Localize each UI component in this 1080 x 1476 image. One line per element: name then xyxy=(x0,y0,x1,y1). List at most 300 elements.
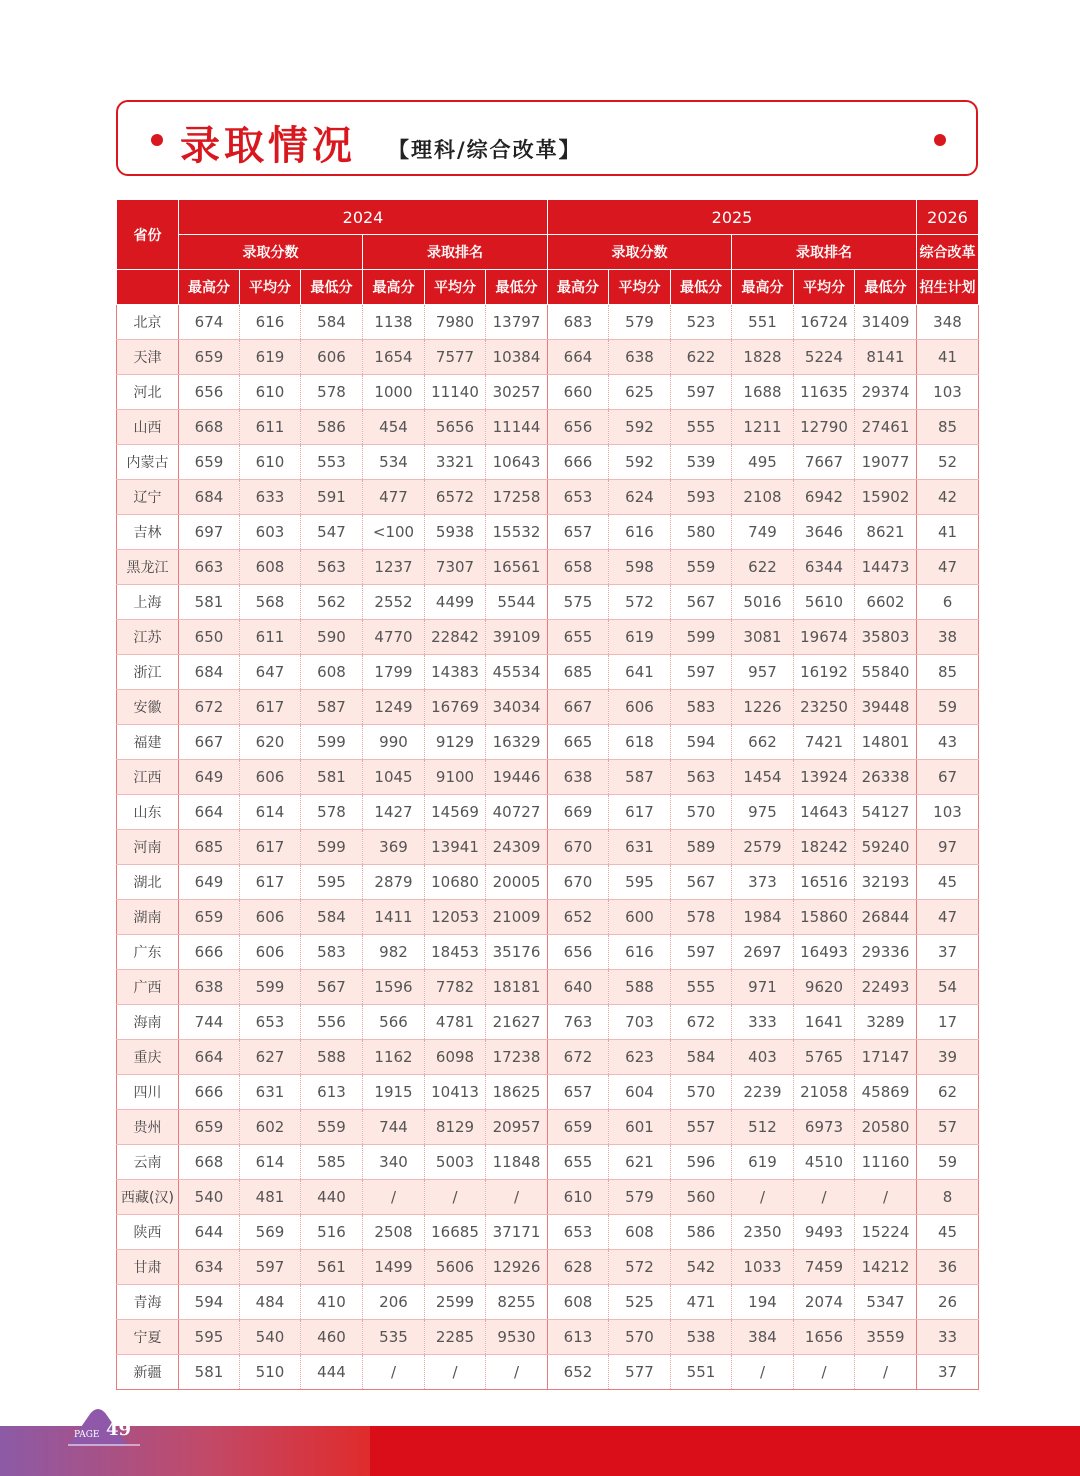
value-cell: 1454 xyxy=(732,760,794,795)
value-cell: 1596 xyxy=(363,970,425,1005)
value-cell: 495 xyxy=(732,445,794,480)
admission-table xyxy=(116,199,979,1390)
value-cell: 579 xyxy=(609,1180,671,1215)
value-cell: 23250 xyxy=(794,690,855,725)
value-cell: 26338 xyxy=(855,760,917,795)
page-label: PAGE xyxy=(74,1430,100,1440)
value-cell: 13941 xyxy=(425,830,486,865)
value-cell: 664 xyxy=(179,1040,240,1075)
value-cell: 578 xyxy=(301,375,363,410)
value-cell: 19077 xyxy=(855,445,917,480)
value-cell: 672 xyxy=(671,1005,732,1040)
value-cell: 481 xyxy=(240,1180,301,1215)
section-subtitle: 【理科/综合改革】 xyxy=(388,138,582,162)
value-cell: 604 xyxy=(609,1075,671,1110)
value-cell: 7459 xyxy=(794,1250,855,1285)
province-cell: 山西 xyxy=(117,410,179,445)
value-cell: 553 xyxy=(301,445,363,480)
value-cell: 652 xyxy=(548,900,609,935)
value-cell: 14212 xyxy=(855,1250,917,1285)
value-cell: 1411 xyxy=(363,900,425,935)
value-cell: 16493 xyxy=(794,935,855,970)
value-cell: 27461 xyxy=(855,410,917,445)
value-cell: 59 xyxy=(917,690,979,725)
value-cell: 749 xyxy=(732,515,794,550)
column-subheader: 平均分 xyxy=(425,270,486,305)
table-row xyxy=(117,375,979,410)
province-cell: 黑龙江 xyxy=(117,550,179,585)
subheader-row xyxy=(117,270,979,305)
value-cell: 8255 xyxy=(486,1285,548,1320)
value-cell: 659 xyxy=(548,1110,609,1145)
province-cell: 吉林 xyxy=(117,515,179,550)
province-cell: 宁夏 xyxy=(117,1320,179,1355)
value-cell: 454 xyxy=(363,410,425,445)
province-cell: 北京 xyxy=(117,305,179,340)
table-row xyxy=(117,865,979,900)
table-row xyxy=(117,935,979,970)
value-cell: / xyxy=(855,1355,917,1390)
value-cell: 12053 xyxy=(425,900,486,935)
value-cell: 587 xyxy=(301,690,363,725)
value-cell: 40727 xyxy=(486,795,548,830)
value-cell: 744 xyxy=(363,1110,425,1145)
value-cell: 11848 xyxy=(486,1145,548,1180)
value-cell: 26844 xyxy=(855,900,917,935)
value-cell: 703 xyxy=(609,1005,671,1040)
value-cell: 594 xyxy=(179,1285,240,1320)
value-cell: 24309 xyxy=(486,830,548,865)
province-cell: 西藏(汉) xyxy=(117,1180,179,1215)
province-cell: 河南 xyxy=(117,830,179,865)
column-subheader: 最低分 xyxy=(671,270,732,305)
value-cell: 667 xyxy=(548,690,609,725)
column-subheader: 平均分 xyxy=(609,270,671,305)
value-cell: 649 xyxy=(179,865,240,900)
value-cell: 619 xyxy=(732,1145,794,1180)
value-cell: / xyxy=(732,1355,794,1390)
value-cell: 535 xyxy=(363,1320,425,1355)
table-row xyxy=(117,1215,979,1250)
value-cell: 16685 xyxy=(425,1215,486,1250)
value-cell: 11140 xyxy=(425,375,486,410)
value-cell: 562 xyxy=(301,585,363,620)
value-cell: 5606 xyxy=(425,1250,486,1285)
province-cell: 陕西 xyxy=(117,1215,179,1250)
value-cell: 581 xyxy=(179,585,240,620)
value-cell: 1162 xyxy=(363,1040,425,1075)
value-cell: 665 xyxy=(548,725,609,760)
value-cell: 18242 xyxy=(794,830,855,865)
value-cell: 631 xyxy=(609,830,671,865)
value-cell: 7577 xyxy=(425,340,486,375)
year-header-2024: 2024 xyxy=(179,200,548,235)
value-cell: 597 xyxy=(240,1250,301,1285)
value-cell: 5347 xyxy=(855,1285,917,1320)
value-cell: 57 xyxy=(917,1110,979,1145)
table-row xyxy=(117,1145,979,1180)
value-cell: 660 xyxy=(548,375,609,410)
value-cell: 656 xyxy=(179,375,240,410)
value-cell: 592 xyxy=(609,410,671,445)
value-cell: 8621 xyxy=(855,515,917,550)
section-title: 录取情况 xyxy=(180,122,356,169)
value-cell: 5224 xyxy=(794,340,855,375)
value-cell: 14643 xyxy=(794,795,855,830)
value-cell: 6572 xyxy=(425,480,486,515)
table-row xyxy=(117,515,979,550)
value-cell: 614 xyxy=(240,795,301,830)
value-cell: 2108 xyxy=(732,480,794,515)
table-body xyxy=(117,305,979,1390)
value-cell: 551 xyxy=(671,1355,732,1390)
value-cell: 2285 xyxy=(425,1320,486,1355)
value-cell: 2552 xyxy=(363,585,425,620)
value-cell: 47 xyxy=(917,550,979,585)
value-cell: 581 xyxy=(301,760,363,795)
province-cell: 江苏 xyxy=(117,620,179,655)
value-cell: 563 xyxy=(301,550,363,585)
value-cell: 2239 xyxy=(732,1075,794,1110)
value-cell: 584 xyxy=(301,900,363,935)
value-cell: 7307 xyxy=(425,550,486,585)
value-cell: 570 xyxy=(671,1075,732,1110)
province-cell: 山东 xyxy=(117,795,179,830)
province-cell: 湖南 xyxy=(117,900,179,935)
value-cell: 683 xyxy=(548,305,609,340)
year-header-2026: 2026 xyxy=(917,200,979,235)
value-cell: 11635 xyxy=(794,375,855,410)
value-cell: 67 xyxy=(917,760,979,795)
value-cell: 602 xyxy=(240,1110,301,1145)
value-cell: 559 xyxy=(671,550,732,585)
value-cell: 42 xyxy=(917,480,979,515)
province-cell: 贵州 xyxy=(117,1110,179,1145)
value-cell: 568 xyxy=(240,585,301,620)
column-subheader: 最高分 xyxy=(732,270,794,305)
table-row xyxy=(117,480,979,515)
column-subheader: 最低分 xyxy=(486,270,548,305)
value-cell: 21058 xyxy=(794,1075,855,1110)
column-subheader: 最高分 xyxy=(363,270,425,305)
value-cell: 663 xyxy=(179,550,240,585)
value-cell: 9620 xyxy=(794,970,855,1005)
value-cell: 3081 xyxy=(732,620,794,655)
value-cell: 13797 xyxy=(486,305,548,340)
value-cell: 17258 xyxy=(486,480,548,515)
value-cell: 608 xyxy=(548,1285,609,1320)
value-cell: 588 xyxy=(609,970,671,1005)
value-cell: 2508 xyxy=(363,1215,425,1250)
value-cell: 598 xyxy=(609,550,671,585)
value-cell: 5656 xyxy=(425,410,486,445)
value-cell: 9530 xyxy=(486,1320,548,1355)
value-cell: 659 xyxy=(179,340,240,375)
value-cell: 617 xyxy=(240,865,301,900)
value-cell: 578 xyxy=(301,795,363,830)
value-cell: 606 xyxy=(301,340,363,375)
value-cell: 16329 xyxy=(486,725,548,760)
value-cell: 12790 xyxy=(794,410,855,445)
value-cell: 592 xyxy=(609,445,671,480)
value-cell: 32193 xyxy=(855,865,917,900)
value-cell: 384 xyxy=(732,1320,794,1355)
province-cell: 安徽 xyxy=(117,690,179,725)
value-cell: 647 xyxy=(240,655,301,690)
province-cell: 天津 xyxy=(117,340,179,375)
value-cell: 611 xyxy=(240,620,301,655)
province-cell: 湖北 xyxy=(117,865,179,900)
value-cell: 18181 xyxy=(486,970,548,1005)
value-cell: 584 xyxy=(671,1040,732,1075)
value-cell: 596 xyxy=(671,1145,732,1180)
value-cell: 617 xyxy=(609,795,671,830)
table-row xyxy=(117,655,979,690)
value-cell: 633 xyxy=(240,480,301,515)
value-cell: 5003 xyxy=(425,1145,486,1180)
subheader-blank xyxy=(117,270,179,305)
value-cell: 667 xyxy=(179,725,240,760)
table-row xyxy=(117,970,979,1005)
value-cell: 35803 xyxy=(855,620,917,655)
value-cell: 583 xyxy=(671,690,732,725)
value-cell: 631 xyxy=(240,1075,301,1110)
value-cell: 8129 xyxy=(425,1110,486,1145)
value-cell: 30257 xyxy=(486,375,548,410)
value-cell: 668 xyxy=(179,1145,240,1180)
value-cell: 1828 xyxy=(732,340,794,375)
value-cell: 567 xyxy=(671,585,732,620)
value-cell: 581 xyxy=(179,1355,240,1390)
value-cell: 16724 xyxy=(794,305,855,340)
value-cell: 614 xyxy=(240,1145,301,1180)
year-header-2025: 2025 xyxy=(548,200,917,235)
value-cell: 510 xyxy=(240,1355,301,1390)
value-cell: 585 xyxy=(301,1145,363,1180)
value-cell: 656 xyxy=(548,410,609,445)
value-cell: 538 xyxy=(671,1320,732,1355)
value-cell: 597 xyxy=(671,935,732,970)
value-cell: 21627 xyxy=(486,1005,548,1040)
value-cell: 619 xyxy=(609,620,671,655)
value-cell: 583 xyxy=(301,935,363,970)
value-cell: 8141 xyxy=(855,340,917,375)
value-cell: / xyxy=(363,1180,425,1215)
value-cell: 26 xyxy=(917,1285,979,1320)
value-cell: 590 xyxy=(301,620,363,655)
value-cell: 206 xyxy=(363,1285,425,1320)
value-cell: 641 xyxy=(609,655,671,690)
value-cell: 45 xyxy=(917,865,979,900)
value-cell: 5938 xyxy=(425,515,486,550)
value-cell: 17147 xyxy=(855,1040,917,1075)
column-subheader: 最高分 xyxy=(179,270,240,305)
value-cell: 16192 xyxy=(794,655,855,690)
value-cell: 540 xyxy=(240,1320,301,1355)
value-cell: 54127 xyxy=(855,795,917,830)
value-cell: 684 xyxy=(179,480,240,515)
value-cell: 606 xyxy=(240,935,301,970)
value-cell: 10643 xyxy=(486,445,548,480)
group-header-rank-2025: 录取排名 xyxy=(732,235,917,270)
value-cell: 41 xyxy=(917,515,979,550)
value-cell: 35176 xyxy=(486,935,548,970)
value-cell: 616 xyxy=(609,515,671,550)
value-cell: 2579 xyxy=(732,830,794,865)
value-cell: 38 xyxy=(917,620,979,655)
table-row xyxy=(117,305,979,340)
value-cell: 4770 xyxy=(363,620,425,655)
table-row xyxy=(117,1250,979,1285)
value-cell: 982 xyxy=(363,935,425,970)
value-cell: 12926 xyxy=(486,1250,548,1285)
value-cell: 591 xyxy=(301,480,363,515)
value-cell: 18625 xyxy=(486,1075,548,1110)
value-cell: 1000 xyxy=(363,375,425,410)
value-cell: 14801 xyxy=(855,725,917,760)
value-cell: 43 xyxy=(917,725,979,760)
value-cell: 644 xyxy=(179,1215,240,1250)
value-cell: 557 xyxy=(671,1110,732,1145)
value-cell: 617 xyxy=(240,830,301,865)
value-cell: 664 xyxy=(179,795,240,830)
value-cell: 471 xyxy=(671,1285,732,1320)
province-cell: 四川 xyxy=(117,1075,179,1110)
value-cell: 659 xyxy=(179,445,240,480)
value-cell: 13924 xyxy=(794,760,855,795)
province-cell: 内蒙古 xyxy=(117,445,179,480)
value-cell: 1799 xyxy=(363,655,425,690)
table-row xyxy=(117,795,979,830)
value-cell: 21009 xyxy=(486,900,548,935)
value-cell: 975 xyxy=(732,795,794,830)
value-cell: 10413 xyxy=(425,1075,486,1110)
value-cell: 567 xyxy=(671,865,732,900)
value-cell: 597 xyxy=(671,375,732,410)
value-cell: 608 xyxy=(301,655,363,690)
value-cell: 340 xyxy=(363,1145,425,1180)
value-cell: 608 xyxy=(609,1215,671,1250)
value-cell: 45869 xyxy=(855,1075,917,1110)
value-cell: 31409 xyxy=(855,305,917,340)
value-cell: 599 xyxy=(671,620,732,655)
value-cell: 593 xyxy=(671,480,732,515)
value-cell: 572 xyxy=(609,1250,671,1285)
column-subheader: 最低分 xyxy=(301,270,363,305)
value-cell: 610 xyxy=(548,1180,609,1215)
value-cell: 539 xyxy=(671,445,732,480)
value-cell: 1226 xyxy=(732,690,794,725)
value-cell: 606 xyxy=(240,760,301,795)
value-cell: 662 xyxy=(732,725,794,760)
value-cell: 2599 xyxy=(425,1285,486,1320)
value-cell: 619 xyxy=(240,340,301,375)
value-cell: 586 xyxy=(301,410,363,445)
table-row xyxy=(117,340,979,375)
value-cell: 11160 xyxy=(855,1145,917,1180)
value-cell: 2074 xyxy=(794,1285,855,1320)
value-cell: 14383 xyxy=(425,655,486,690)
value-cell: 36 xyxy=(917,1250,979,1285)
value-cell: 570 xyxy=(671,795,732,830)
group-header-score-2025: 录取分数 xyxy=(548,235,732,270)
value-cell: 6973 xyxy=(794,1110,855,1145)
value-cell: 674 xyxy=(179,305,240,340)
province-cell: 河北 xyxy=(117,375,179,410)
value-cell: 622 xyxy=(732,550,794,585)
value-cell: 584 xyxy=(301,305,363,340)
value-cell: 668 xyxy=(179,410,240,445)
value-cell: 194 xyxy=(732,1285,794,1320)
value-cell: 85 xyxy=(917,655,979,690)
value-cell: 652 xyxy=(548,1355,609,1390)
value-cell: 566 xyxy=(363,1005,425,1040)
value-cell: / xyxy=(425,1180,486,1215)
group-header-score-2024: 录取分数 xyxy=(179,235,363,270)
value-cell: 516 xyxy=(301,1215,363,1250)
column-subheader: 最低分 xyxy=(855,270,917,305)
value-cell: 2350 xyxy=(732,1215,794,1250)
value-cell: 595 xyxy=(609,865,671,900)
value-cell: 616 xyxy=(240,305,301,340)
value-cell: 59 xyxy=(917,1145,979,1180)
value-cell: 666 xyxy=(179,935,240,970)
value-cell: 620 xyxy=(240,725,301,760)
value-cell: 655 xyxy=(548,1145,609,1180)
value-cell: 638 xyxy=(179,970,240,1005)
table-row xyxy=(117,760,979,795)
value-cell: 103 xyxy=(917,375,979,410)
value-cell: 990 xyxy=(363,725,425,760)
value-cell: 1984 xyxy=(732,900,794,935)
value-cell: 15224 xyxy=(855,1215,917,1250)
value-cell: 560 xyxy=(671,1180,732,1215)
value-cell: 14473 xyxy=(855,550,917,585)
value-cell: 664 xyxy=(548,340,609,375)
value-cell: / xyxy=(794,1180,855,1215)
value-cell: 1688 xyxy=(732,375,794,410)
province-cell: 辽宁 xyxy=(117,480,179,515)
value-cell: 650 xyxy=(179,620,240,655)
value-cell: 606 xyxy=(609,690,671,725)
value-cell: 34034 xyxy=(486,690,548,725)
value-cell: 5610 xyxy=(794,585,855,620)
value-cell: 657 xyxy=(548,515,609,550)
value-cell: 666 xyxy=(548,445,609,480)
value-cell: 15532 xyxy=(486,515,548,550)
value-cell: 54 xyxy=(917,970,979,1005)
value-cell: 599 xyxy=(301,725,363,760)
value-cell: 684 xyxy=(179,655,240,690)
table-row xyxy=(117,1040,979,1075)
value-cell: 59240 xyxy=(855,830,917,865)
value-cell: 6602 xyxy=(855,585,917,620)
bullet-dot-icon xyxy=(151,134,163,146)
value-cell: 1138 xyxy=(363,305,425,340)
value-cell: 11144 xyxy=(486,410,548,445)
footer-gradient-band xyxy=(0,1426,370,1476)
value-cell: 634 xyxy=(179,1250,240,1285)
value-cell: 653 xyxy=(240,1005,301,1040)
value-cell: 45534 xyxy=(486,655,548,690)
value-cell: 621 xyxy=(609,1145,671,1180)
value-cell: 551 xyxy=(732,305,794,340)
value-cell: 19674 xyxy=(794,620,855,655)
table-row xyxy=(117,1180,979,1215)
value-cell: 659 xyxy=(179,900,240,935)
table-row xyxy=(117,690,979,725)
value-cell: 672 xyxy=(548,1040,609,1075)
